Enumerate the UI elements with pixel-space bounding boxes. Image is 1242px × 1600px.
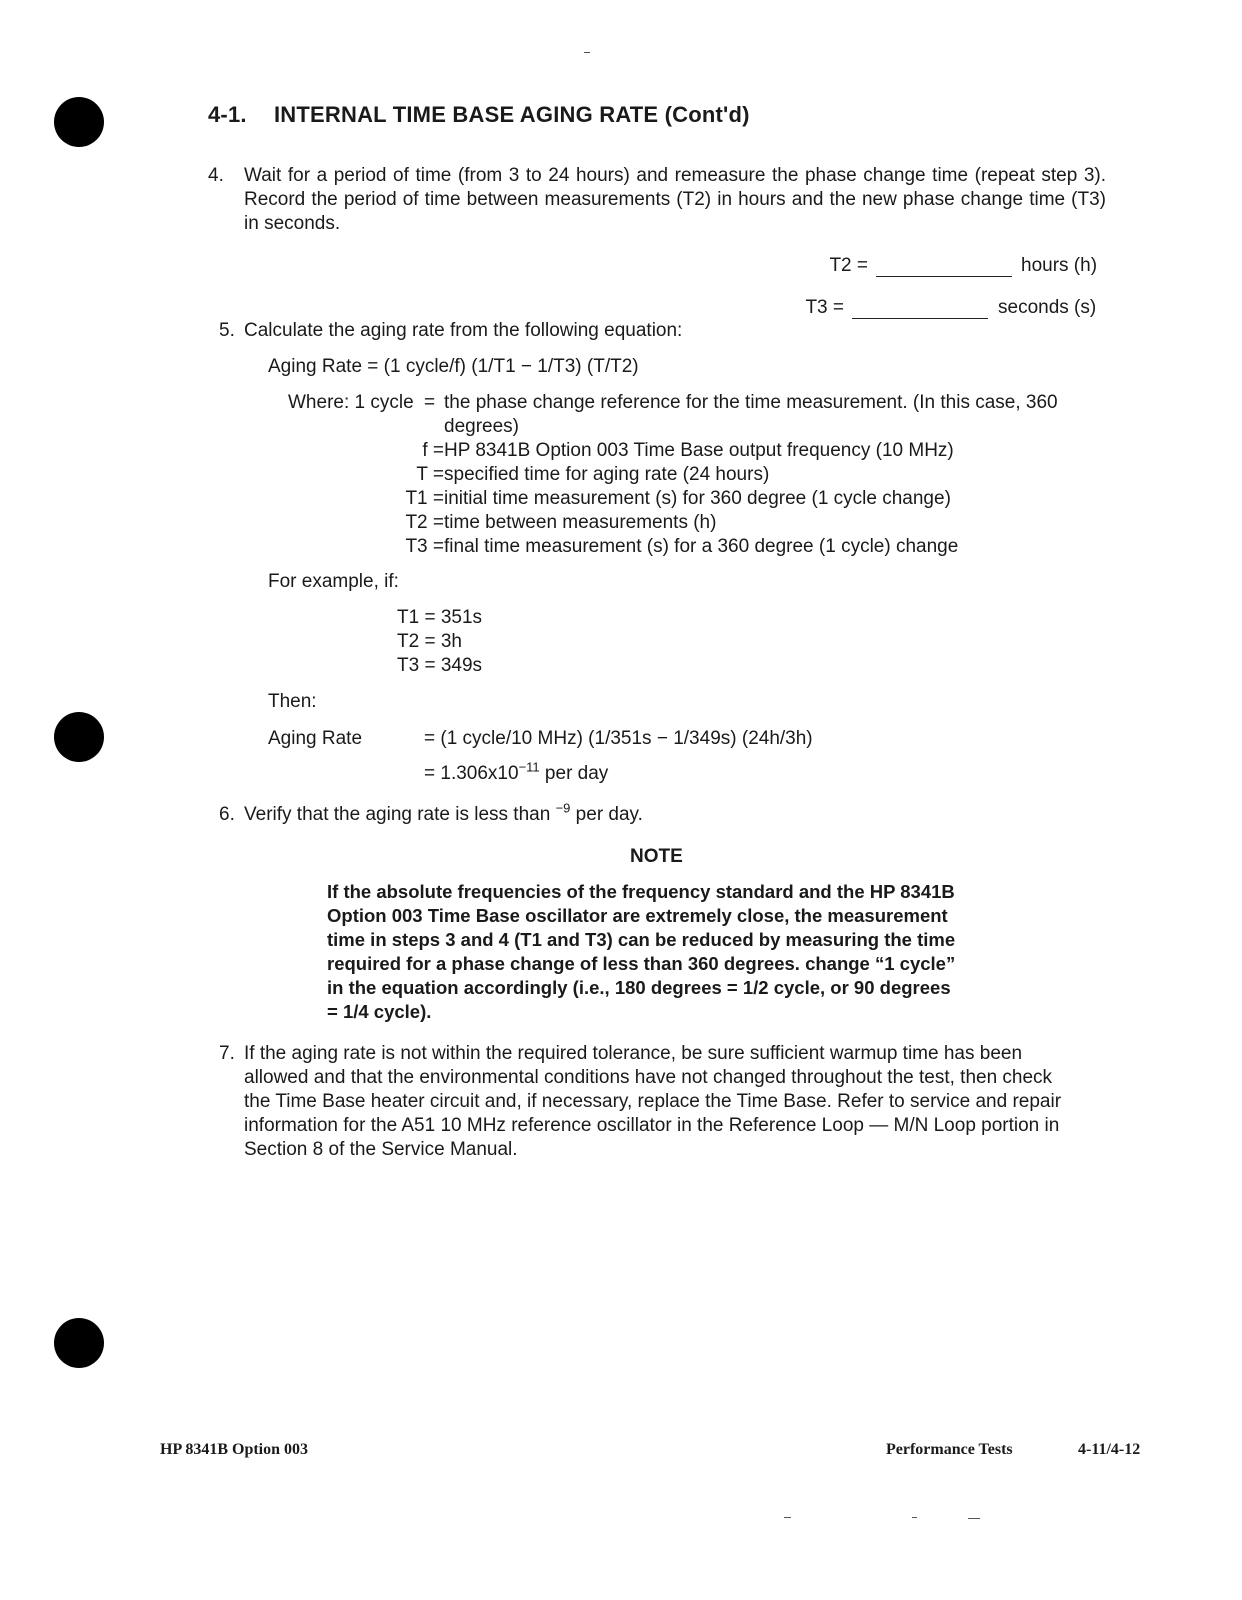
punch-hole-middle xyxy=(54,712,104,762)
where-def-t: specified time for aging rate (24 hours) xyxy=(444,464,770,485)
section-title: INTERNAL TIME BASE AGING RATE (Cont'd) xyxy=(274,102,750,127)
where-sym-t: T = xyxy=(416,464,444,485)
note-line-6: = 1/4 cycle). xyxy=(327,1001,432,1022)
punch-hole-top xyxy=(54,97,104,147)
aging-rate-equation: Aging Rate = (1 cycle/f) (1/T1 − 1/T3) (T/T2) xyxy=(268,356,639,377)
step-6-number: 6. xyxy=(219,804,235,825)
result-line-2: = $1.306x10^{-11}$ per day xyxy=(424,759,609,784)
example-t2: T2 = 3h xyxy=(397,631,462,652)
t3-label: T3 = xyxy=(805,297,844,318)
step-7-line-1: If the aging rate is not within the required tolerance, be sure sufficient warmup time has been xyxy=(244,1043,1023,1064)
step-6-exponent: −9 xyxy=(555,800,571,816)
where-def-t3: final time measurement (s) for a 360 degree (1 cycle) change xyxy=(444,536,959,557)
where-def-t2: time between measurements (h) xyxy=(444,512,717,533)
footer-page-number: 4-11/4-12 xyxy=(1078,1441,1141,1458)
punch-hole-bottom xyxy=(54,1318,104,1368)
where-sym-t3: T3 = xyxy=(405,536,444,557)
result-label: Aging Rate xyxy=(268,728,363,749)
example-t3: T3 = 349s xyxy=(397,655,483,676)
where-sym-f: f = xyxy=(422,440,444,461)
step-7-number: 7. xyxy=(219,1043,235,1064)
step-6-text: Verify that the aging rate is less than $^{-9}$ per day. xyxy=(244,800,643,825)
t2-unit: hours (h) xyxy=(1021,255,1098,276)
where-def-f: HP 8341B Option 003 Time Base output frequency (10 MHz) xyxy=(444,440,954,461)
note-line-4: required for a phase change of less than 360 degrees. change “1 cycle” xyxy=(327,953,956,974)
footer-manual-name: HP 8341B Option 003 xyxy=(160,1441,309,1458)
t2-input-line[interactable] xyxy=(876,276,1012,277)
note-line-5: in the equation accordingly (i.e., 180 degrees = 1/2 cycle, or 90 degrees xyxy=(327,977,951,998)
step-7-line-3: the Time Base heater circuit and, if necessary, replace the Time Base. Refer to service and repair xyxy=(244,1091,1062,1112)
step-4-text: Wait for a period of time (from 3 to 24 hours) and remeasure the phase change time (repeat step 3). Record the period of time between measurements (T2) in hours and the new phase change time (T3) in seconds. xyxy=(244,165,1106,234)
note-line-2: Option 003 Time Base oscillator are extremely close, the measurement xyxy=(327,905,948,926)
where-def-cycle-cont: degrees) xyxy=(444,416,519,437)
step-7-line-2: allowed and that the environmental conditions have not changed throughout the test, then check xyxy=(244,1067,1053,1088)
where-sym-t2: T2 = xyxy=(405,512,444,533)
note-line-1: If the absolute frequencies of the frequency standard and the HP 8341B xyxy=(327,881,955,902)
where-def-t1: initial time measurement (s) for 360 degree (1 cycle change) xyxy=(444,488,951,509)
where-sym: 1 cycle xyxy=(354,392,414,413)
step-5-text: Calculate the aging rate from the following equation: xyxy=(244,320,683,341)
step-7-line-5: Section 8 of the Service Manual. xyxy=(244,1139,518,1160)
result-line-1: = (1 cycle/10 MHz) (1/351s − 1/349s) (24h/3h) xyxy=(424,728,813,749)
example-t1: T1 = 351s xyxy=(397,607,483,628)
then-label: Then: xyxy=(268,691,317,712)
scan-mark xyxy=(912,1517,917,1518)
step-7-line-4: information for the A51 10 MHz reference oscillator in the Reference Loop — M/N Loop portion in xyxy=(244,1115,1060,1136)
where-sym-t1: T1 = xyxy=(405,488,444,509)
section-number: 4-1. xyxy=(208,102,247,127)
step-5-number: 5. xyxy=(219,320,235,341)
scan-mark xyxy=(584,52,590,53)
where-label: Where: 1 cycle xyxy=(288,392,414,413)
scan-mark xyxy=(968,1518,980,1519)
example-label: For example, if: xyxy=(268,571,399,592)
note-line-3: time in steps 3 and 4 (T1 and T3) can be reduced by measuring the time xyxy=(327,929,956,950)
footer-section-name: Performance Tests xyxy=(886,1441,1013,1458)
step-4-number: 4. xyxy=(208,165,224,186)
where-def-cycle: the phase change reference for the time measurement. (In this case, 360 xyxy=(444,392,1058,413)
result-exponent: −11 xyxy=(518,759,540,775)
t3-input-line[interactable] xyxy=(852,318,988,319)
where-eq: = xyxy=(424,392,436,413)
note-title: NOTE xyxy=(630,846,683,867)
t2-label: T2 = xyxy=(829,255,868,276)
scan-mark xyxy=(784,1517,791,1518)
t3-unit: seconds (s) xyxy=(998,297,1097,318)
